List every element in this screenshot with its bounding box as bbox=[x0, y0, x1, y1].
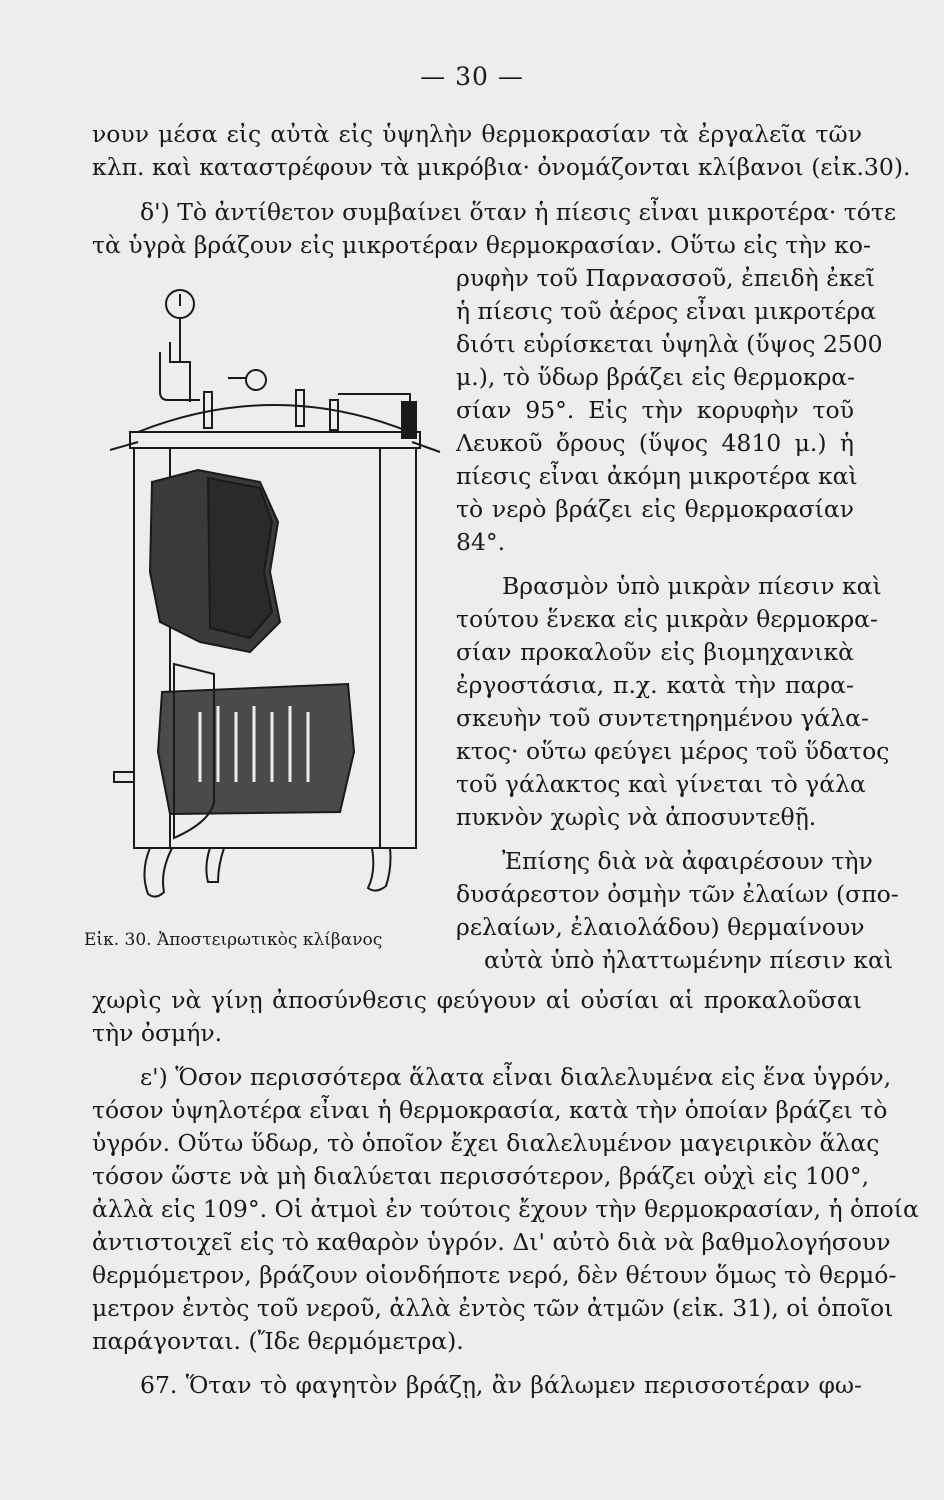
text-line: κτος· οὕτω φεύγει μέρος τοῦ ὕδατος bbox=[456, 737, 890, 765]
text-line: ρυφὴν τοῦ Παρνασσοῦ, ἐπειδὴ ἐκεῖ bbox=[456, 264, 875, 292]
text-line: σίαν 95°. Εἰς τὴν κορυφὴν τοῦ bbox=[456, 396, 854, 424]
text-line: μ.), τὸ ὕδωρ βράζει εἰς θερμοκρα- bbox=[456, 363, 856, 391]
text-line: 84°. bbox=[456, 528, 506, 556]
text-line: τὴν ὀσμήν. bbox=[92, 1019, 223, 1047]
text-line: Βρασμὸν ὑπὸ μικρὰν πίεσιν καὶ bbox=[502, 572, 882, 600]
text-line: Λευκοῦ ὄρους (ὕψος 4810 μ.) ἡ bbox=[456, 429, 854, 457]
text-line: δ') Τὸ ἀντίθετον συμβαίνει ὅταν ἡ πίεσις εἶναι μικροτέρα· τότε bbox=[140, 198, 897, 226]
text-line: ἡ πίεσις τοῦ ἀέρος εἶναι μικροτέρα bbox=[456, 297, 877, 325]
text-line: τοῦ γάλακτος καὶ γίνεται τὸ γάλα bbox=[456, 770, 866, 798]
text-line: ε') Ὅσον περισσότερα ἅλατα εἶναι διαλελυμένα εἰς ἕνα ὑγρόν, bbox=[140, 1063, 892, 1091]
text-line: 67. Ὅταν τὸ φαγητὸν βράζῃ, ἂν βάλωμεν περισσοτέραν φω- bbox=[140, 1371, 862, 1399]
text-line: χωρὶς νὰ γίνῃ ἀποσύνθεσις φεύγουν αἱ οὐσίαι αἱ προκαλοῦσαι bbox=[92, 986, 862, 1014]
text-line: πυκνὸν χωρὶς νὰ ἀποσυντεθῇ. bbox=[456, 803, 817, 831]
lower-chamber bbox=[158, 684, 354, 814]
leg-right bbox=[368, 848, 391, 891]
text-line: ἀλλὰ εἰς 109°. Οἱ ἀτμοὶ ἐν τούτοις ἔχουν τὴν θερμοκρασίαν, ἡ ὁποία bbox=[92, 1195, 919, 1223]
text-line: κλπ. καὶ καταστρέφουν τὰ μικρόβια· ὀνομάζονται κλίβανοι (εἰκ.30). bbox=[92, 153, 911, 181]
text-line: ὑγρόν. Οὕτω ὕδωρ, τὸ ὁποῖον ἔχει διαλελυμένον μαγειρικὸν ἅλας bbox=[92, 1129, 880, 1157]
gauge-pipe bbox=[170, 318, 190, 402]
lid bbox=[138, 405, 410, 432]
text-line: ἐργοστάσια, π.χ. κατὰ τὴν παρα- bbox=[456, 671, 854, 699]
text-line: σκευὴν τοῦ συντετηρημένου γάλα- bbox=[456, 704, 869, 732]
autoclave-illustration bbox=[100, 282, 450, 922]
text-line: τόσον ὥστε νὰ μὴ διαλύεται περισσότερον, βράζει οὐχὶ εἰς 100°, bbox=[92, 1162, 870, 1190]
text-line: Ἐπίσης διὰ νὰ ἀφαιρέσουν τὴν bbox=[502, 847, 873, 875]
leg-left bbox=[144, 848, 172, 897]
text-line: παράγονται. (Ἴδε θερμόμετρα). bbox=[92, 1327, 464, 1355]
page-number: — 30 — bbox=[420, 62, 524, 91]
lid-gauge bbox=[246, 370, 266, 390]
text-line: μετρον ἐντὸς τοῦ νεροῦ, ἀλλὰ ἐντὸς τῶν ἀτμῶν (εἰκ. 31), οἱ ὁποῖοι bbox=[92, 1294, 894, 1322]
text-line: τὰ ὑγρὰ βράζουν εἰς μικροτέραν θερμοκρασίαν. Οὕτω εἰς τὴν κο- bbox=[92, 231, 871, 259]
safety-pipe bbox=[338, 394, 410, 402]
text-line: τούτου ἕνεκα εἰς μικρὰν θερμοκρα- bbox=[456, 605, 878, 633]
text-line: ρελαίων, ἐλαιολάδου) θερμαίνουν bbox=[456, 913, 865, 941]
text-line: αὐτὰ ὑπὸ ἠλαττωμένην πίεσιν καὶ bbox=[484, 946, 894, 974]
tap bbox=[114, 772, 134, 782]
text-line: πίεσις εἶναι ἀκόμη μικροτέρα καὶ bbox=[456, 462, 858, 490]
text-line: σίαν προκαλοῦν εἰς βιομηχανικὰ bbox=[456, 638, 854, 666]
text-line: δυσάρεστον ὀσμὴν τῶν ἐλαίων (σπο- bbox=[456, 880, 899, 908]
text-line: θερμόμετρον, βράζουν οἱονδήποτε νερό, δὲν θέτουν ὅμως τὸ θερμό- bbox=[92, 1261, 897, 1289]
lid-rim bbox=[130, 432, 420, 448]
text-line: ἀντιστοιχεῖ εἰς τὸ καθαρὸν ὑγρόν. Δι' αὐτὸ διὰ νὰ βαθμολογήσουν bbox=[92, 1228, 891, 1256]
text-line: νουν μέσα εἰς αὐτὰ εἰς ὑψηλὴν θερμοκρασίαν τὰ ἐργαλεῖα τῶν bbox=[92, 120, 862, 148]
text-line: τόσον ὑψηλοτέρα εἶναι ἡ θερμοκρασία, κατὰ τὴν ὁποίαν βράζει τὸ bbox=[92, 1096, 888, 1124]
text-line: διότι εὑρίσκεται ὑψηλὰ (ὕψος 2500 bbox=[456, 330, 883, 358]
figure-caption: Εἰκ. 30. Ἀποστειρωτικὸς κλίβανος bbox=[84, 930, 383, 950]
text-line: τὸ νερὸ βράζει εἰς θερμοκρασίαν bbox=[456, 495, 854, 523]
